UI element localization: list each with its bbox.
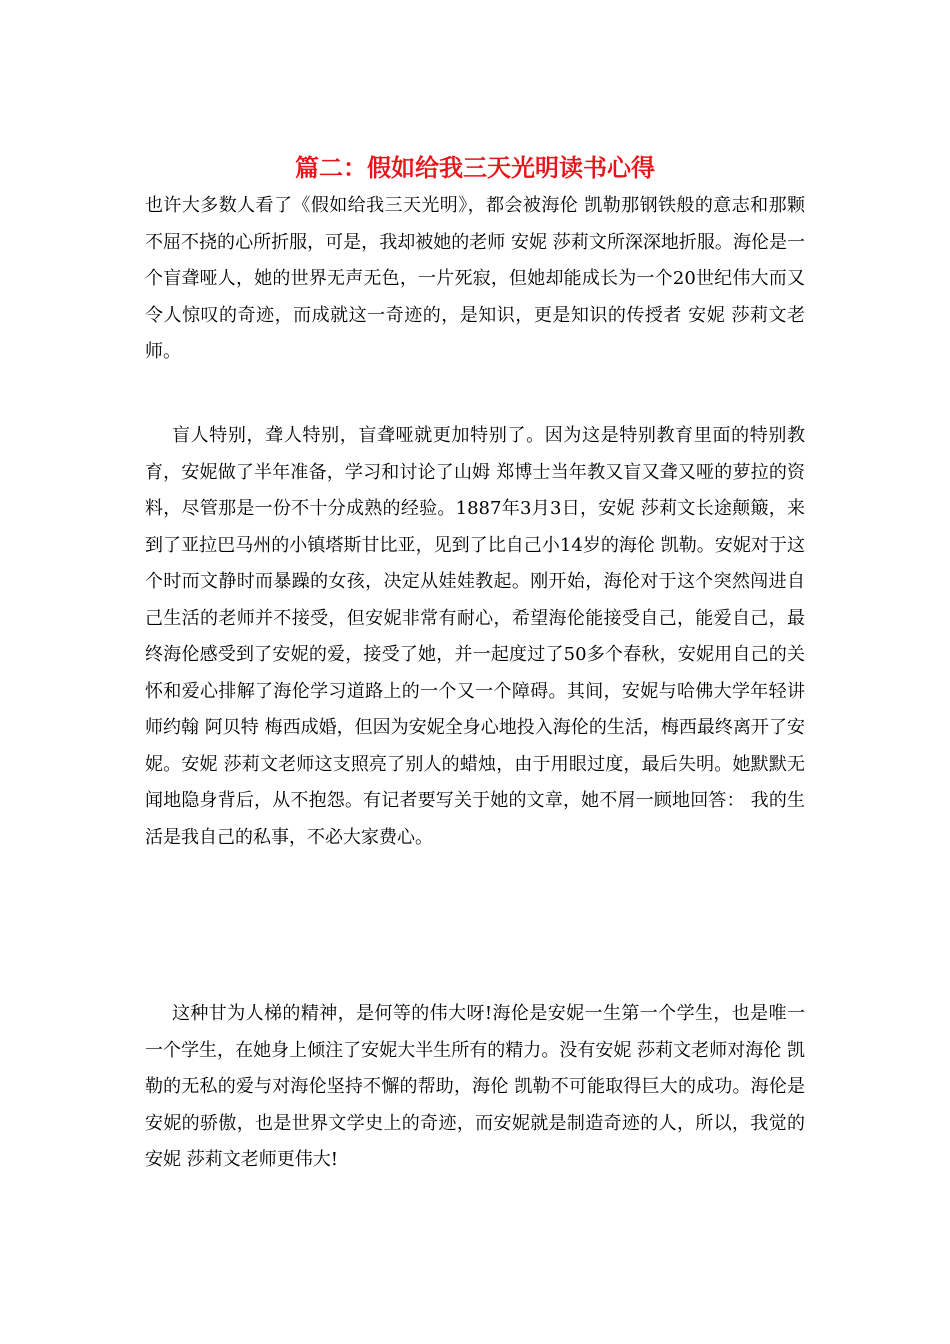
document-title: 篇二：假如给我三天光明读书心得 xyxy=(295,153,655,182)
paragraph-3: 这种甘为人梯的精神，是何等的伟大呀!海伦是安妮一生第一个学生，也是唯一一个学生，在她身上倾注了安妮大半生所有的精力。没有安妮 莎莉文老师对海伦 凯勒的无私的爱与对海伦坚持不懈的帮助，海伦 凯勒不可能取得巨大的成功。海伦是安妮的骄傲，也是世界文学史上的奇迹，而安妮就是制造奇迹的人，所以，我觉的安妮 莎莉文老师更伟大! xyxy=(145,1003,805,1170)
paragraph-1: 也许大多数人看了《假如给我三天光明》，都会被海伦 凯勒那钢铁般的意志和那颗不屈不挠的心所折服，可是，我却被她的老师 安妮 莎莉文所深深地折服。海伦是一个盲聋哑人，她的世界无声无色，一片死寂，但她却能成长为一个20世纪伟大而又令人惊叹的奇迹，而成就这一奇迹的，是知识，更是知识的传授者 安妮 莎莉文老师。 xyxy=(145,195,805,362)
paragraph-2: 盲人特别，聋人特别，盲聋哑就更加特别了。因为这是特别教育里面的特别教育，安妮做了半年准备，学习和讨论了山姆 郑博士当年教又盲又聋又哑的萝拉的资料，尽管那是一份不十分成熟的经验。1887年3月3日，安妮 莎莉文长途颠簸，来到了亚拉巴马州的小镇塔斯甘比亚，见到了比自己小14岁的海伦 凯勒。安妮对于这个时而文静时而暴躁的女孩，决定从娃娃教起。刚开始，海伦对于这个突然闯进自己生活的老师并不接受，但安妮非常有耐心，希望海伦能接受自己，能爱自己，最终海伦感受到了安妮的爱，接受了她，并一起度过了50多个春秋，安妮用自己的关怀和爱心排解了海伦学习道路上的一个又一个障碍。其间，安妮与哈佛大学年轻讲师约翰 阿贝特 梅西成婚，但因为安妮全身心地投入海伦的生活，梅西最终离开了安妮。安妮 莎莉文老师这支照亮了别人的蜡烛，由于用眼过度，最后失明。她默默无闻地隐身背后，从不抱怨。有记者要写关于她的文章，她不屑一顾地回答： 我的生活是我自己的私事，不必大家费心。 xyxy=(145,425,805,848)
